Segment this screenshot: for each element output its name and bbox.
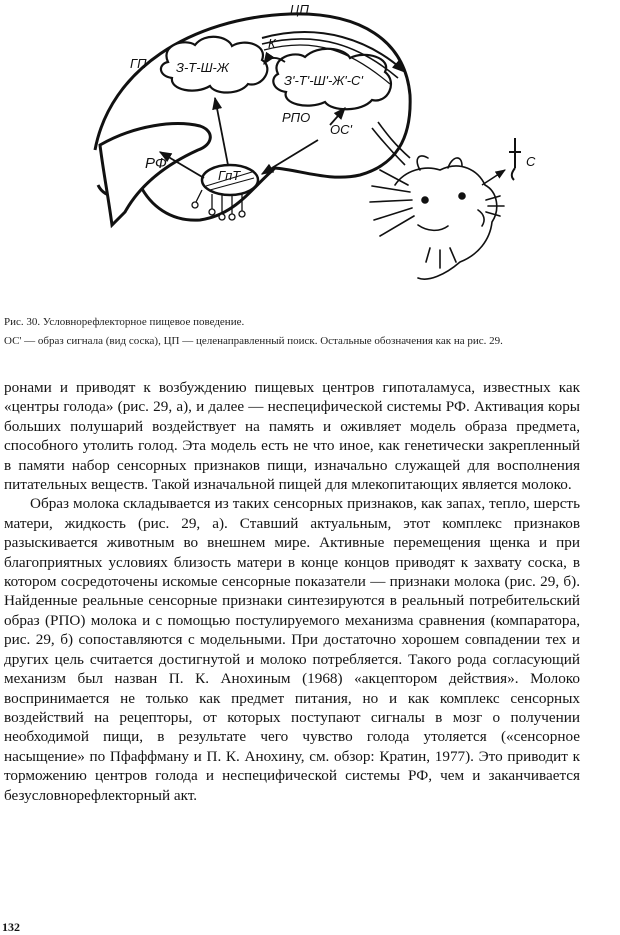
model-signs-label: З-Т-Ш-Ж — [176, 60, 229, 75]
os-label: ОС' — [330, 122, 352, 137]
arrow-to-nipple — [482, 170, 505, 185]
figure-caption — [4, 316, 582, 348]
conditioned-feeding-figure — [0, 0, 620, 310]
cp-label: ЦП — [290, 2, 309, 17]
paragraph: Образ молока складывается из таких сенсорных признаков, как запах, тепло, шерсть матери, жидкость (рис. 29, а). Ставший актуальным, этот комплекс признаков разыскивается животным во внешнем мире. Активные перемещения щенка и при благоприятных условиях близость матери в конце концов приводят к захвату соска, в котором сосредоточены искомые сенсорные показатели — признаки молока (рис. 29, б). Найденные реальные сенсорные признаки синтезируются в реальный потребительский образ (РПО) молока и с помощью постулируемого механизма сравнения (компаратора, рис. 29, б) сопоставляются с модельными. При достаточно хорошем совпадении тех и других цель считается достигнутой и молоко потребляется. Такого рода согласующий механизм был назван П. К. Анохиным (1968) «акцептором действия». Молоко воспринимается не только как предмет питания, но и как комплекс сенсорных воздействий на рецепторы, от которых поступают сигналы в мозг о получении необходимой пищи, в результате чего чувство голода утоляется («сенсорное насыщение» по Пфаффману и П. К. Анохину, см. обзор: Кратин, 1977). Это приводит к торможению центров голода и неспецифической системы РФ, чем и заканчивается безусловнорефлекторный акт. — [4, 495, 580, 804]
page-number: 132 — [2, 920, 20, 934]
caption-title: Рис. 30. Условнорефлекторное пищевое поведение. — [4, 316, 245, 328]
arrow-gpt-to-model — [215, 98, 228, 165]
gpt-label: ГпТ — [218, 168, 241, 183]
rpo-label: РПО — [282, 110, 311, 125]
gp-label: ГП — [130, 56, 147, 71]
puppy-head-drawing — [370, 156, 504, 279]
body-text — [4, 378, 580, 805]
k-label: К — [268, 36, 276, 51]
reticular-formation-shape — [100, 124, 210, 225]
real-signs-label: З'-Т'-Ш'-Ж'-С' — [284, 73, 363, 88]
c-label: С — [526, 154, 536, 169]
rf-label: РФ — [145, 155, 167, 172]
nipple-drawing — [509, 138, 521, 180]
paragraph: ронами и приводят к возбуждению пищевых центров гипоталамуса, известных как «центры голода» (рис. 29, а), и далее — неспецифической системы РФ. Активация коры больших полушарий воздействует на память и оживляет модель образа предмета, способного утолить голод. Эта модель есть не что иное, как генетически закрепленный в памяти набор сенсорных признаков пищи, изначально служащей для восполнения питательных веществ. Такой изначальной пищей для млекопитающих является молоко. — [4, 379, 580, 494]
caption-legend: ОС' — образ сигнала (вид соска), ЦП — целенаправленный поиск. Остальные обозначения как на рис. 29. — [4, 335, 503, 347]
